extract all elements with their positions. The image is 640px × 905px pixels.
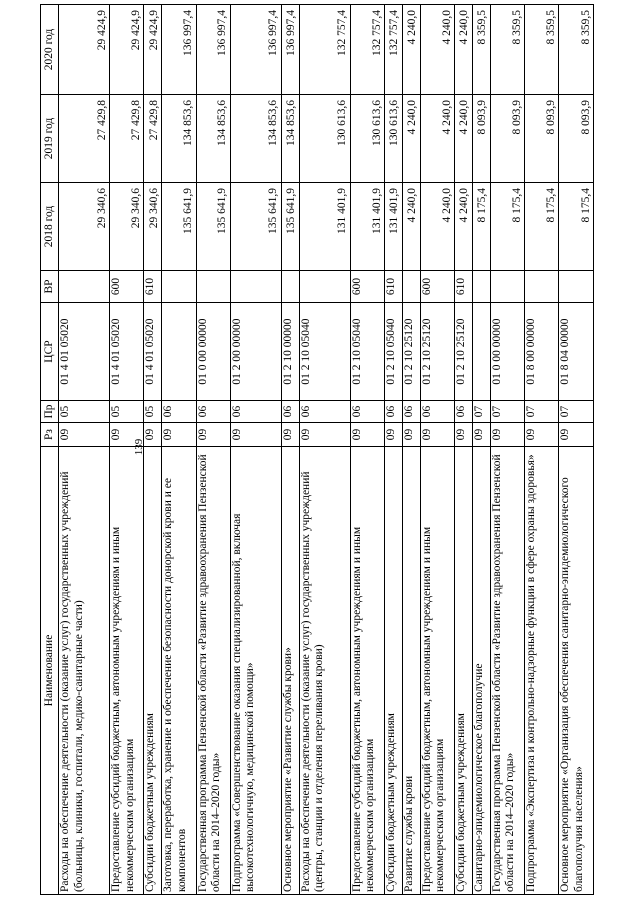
- row-name: Государственная программа Пензенской области «Развитие здравоохранения Пензенской области на 2014–2020 годы»: [196, 447, 230, 895]
- row-2018: 135 641,9: [162, 183, 196, 271]
- row-2019: 27 429,8: [144, 95, 162, 183]
- row-2020: 8 359,5: [559, 5, 594, 95]
- table-row: [350, 5, 384, 895]
- row-2018: 8 175,4: [525, 183, 559, 271]
- header-csr: ЦСР: [41, 303, 59, 401]
- row-pr: 06: [230, 401, 281, 423]
- row-csr: 01 2 10 05040: [299, 303, 350, 401]
- header-name: Наименование: [41, 447, 59, 895]
- row-2019: 27 429,8: [110, 95, 144, 183]
- row-name: Субсидии бюджетным учреждениям: [385, 447, 403, 895]
- row-rz: 09: [385, 423, 403, 447]
- table-row: [472, 5, 490, 895]
- row-vr: [281, 271, 299, 303]
- row-2019: 134 853,6: [196, 95, 230, 183]
- row-pr: 05: [59, 401, 110, 423]
- row-2018: 29 340,6: [110, 183, 144, 271]
- row-pr: 06: [455, 401, 473, 423]
- row-2019: 134 853,6: [281, 95, 299, 183]
- rotated-page-content: [40, 5, 594, 895]
- row-2018: 131 401,9: [350, 183, 384, 271]
- row-2020: 132 757,4: [299, 5, 350, 95]
- table-row: [281, 5, 299, 895]
- row-2019: 134 853,6: [162, 95, 196, 183]
- row-2019: 8 093,9: [472, 95, 490, 183]
- row-2020: 136 997,4: [281, 5, 299, 95]
- table-header-row: [41, 5, 59, 895]
- row-2019: 4 240,0: [455, 95, 473, 183]
- row-2018: 135 641,9: [230, 183, 281, 271]
- table-row: [162, 5, 196, 895]
- row-csr: 01 2 10 05040: [350, 303, 384, 401]
- row-rz: 09: [525, 423, 559, 447]
- row-vr: 610: [455, 271, 473, 303]
- table-row: [559, 5, 594, 895]
- row-2020: 4 240,0: [420, 5, 454, 95]
- row-rz: 09: [144, 423, 162, 447]
- row-rz: 09: [299, 423, 350, 447]
- row-2020: 8 359,5: [472, 5, 490, 95]
- budget-table: [40, 4, 594, 895]
- row-2020: 29 424,9: [59, 5, 110, 95]
- table-row: [110, 5, 144, 895]
- row-name: Расходы на обеспечение деятельности (оказание услуг) государственных учреждений (больницы, клиники, госпитали, медико-санитарные части): [59, 447, 110, 895]
- table-row: [385, 5, 403, 895]
- row-vr: 600: [350, 271, 384, 303]
- row-2020: 4 240,0: [402, 5, 420, 95]
- row-rz: 09: [490, 423, 524, 447]
- row-2018: 29 340,6: [59, 183, 110, 271]
- row-csr: 01 2 10 25120: [455, 303, 473, 401]
- row-csr: 01 2 10 25120: [402, 303, 420, 401]
- table-row: [196, 5, 230, 895]
- row-2018: 4 240,0: [420, 183, 454, 271]
- row-pr: 07: [559, 401, 594, 423]
- row-csr: 01 0 00 00000: [196, 303, 230, 401]
- row-vr: [162, 271, 196, 303]
- row-csr: 01 2 10 00000: [281, 303, 299, 401]
- row-name: Предоставление субсидий бюджетным, автономным учреждениям и иным некоммерческим организациям: [110, 447, 144, 895]
- table-row: [420, 5, 454, 895]
- row-2020: 136 997,4: [196, 5, 230, 95]
- row-name: Предоставление субсидий бюджетным, автономным учреждениям и иным некоммерческим организациям: [420, 447, 454, 895]
- row-rz: 09: [559, 423, 594, 447]
- header-2019: 2019 год: [41, 95, 59, 183]
- row-pr: 06: [162, 401, 196, 423]
- row-name: Основное мероприятие «Развитие службы крови»: [281, 447, 299, 895]
- header-vr: ВР: [41, 271, 59, 303]
- row-2018: 4 240,0: [455, 183, 473, 271]
- row-vr: 610: [385, 271, 403, 303]
- row-pr: 07: [490, 401, 524, 423]
- row-2020: 8 359,5: [490, 5, 524, 95]
- row-2020: 132 757,4: [385, 5, 403, 95]
- row-name: Государственная программа Пензенской области «Развитие здравоохранения Пензенской области на 2014–2020 годы»: [490, 447, 524, 895]
- row-csr: 01 8 04 00000: [559, 303, 594, 401]
- row-2018: 135 641,9: [196, 183, 230, 271]
- header-2018: 2018 год: [41, 183, 59, 271]
- row-pr: 06: [402, 401, 420, 423]
- table-row: [402, 5, 420, 895]
- row-pr: 06: [299, 401, 350, 423]
- row-pr: 06: [350, 401, 384, 423]
- row-csr: 01 4 01 05020: [59, 303, 110, 401]
- row-2019: 27 429,8: [59, 95, 110, 183]
- row-name: Подпрограмма «Совершенствование оказания специализированной, включая высокотехнологичную, медицинской помощи»: [230, 447, 281, 895]
- row-pr: 06: [385, 401, 403, 423]
- row-2020: 29 424,9: [144, 5, 162, 95]
- row-2019: 8 093,9: [490, 95, 524, 183]
- row-name: Субсидии бюджетным учреждениям: [455, 447, 473, 895]
- row-csr: 01 8 00 00000: [525, 303, 559, 401]
- row-2018: 131 401,9: [385, 183, 403, 271]
- row-2019: 4 240,0: [402, 95, 420, 183]
- row-vr: [525, 271, 559, 303]
- row-rz: 09: [230, 423, 281, 447]
- header-rz: Рз: [41, 423, 59, 447]
- row-csr: [472, 303, 490, 401]
- row-pr: 05: [110, 401, 144, 423]
- row-pr: 07: [472, 401, 490, 423]
- table-row: [144, 5, 162, 895]
- row-2020: 29 424,9: [110, 5, 144, 95]
- row-2018: 8 175,4: [490, 183, 524, 271]
- row-pr: 06: [420, 401, 454, 423]
- row-2019: 8 093,9: [525, 95, 559, 183]
- row-name: Санитарно-эпидемиологическое благополучие: [472, 447, 490, 895]
- row-name: Развитие службы крови: [402, 447, 420, 895]
- row-2019: 8 093,9: [559, 95, 594, 183]
- row-2020: 136 997,4: [162, 5, 196, 95]
- row-rz: 09: [196, 423, 230, 447]
- row-vr: 600: [420, 271, 454, 303]
- row-2019: 130 613,6: [385, 95, 403, 183]
- row-vr: [490, 271, 524, 303]
- row-2018: 29 340,6: [144, 183, 162, 271]
- row-pr: 07: [525, 401, 559, 423]
- row-pr: 06: [196, 401, 230, 423]
- row-pr: 05: [144, 401, 162, 423]
- row-pr: 06: [281, 401, 299, 423]
- row-rz: 09: [59, 423, 110, 447]
- row-csr: 01 4 01 05020: [110, 303, 144, 401]
- row-vr: [230, 271, 281, 303]
- row-name: Подпрограмма «Экспертиза и контрольно-надзорные функции в сфере охраны здоровья»: [525, 447, 559, 895]
- row-rz: 09: [472, 423, 490, 447]
- row-vr: [472, 271, 490, 303]
- row-csr: 01 2 10 05040: [385, 303, 403, 401]
- table-row: [455, 5, 473, 895]
- row-vr: 600: [110, 271, 144, 303]
- row-name: Предоставление субсидий бюджетным, автономным учреждениям и иным некоммерческим организациям: [350, 447, 384, 895]
- row-2019: 130 613,6: [299, 95, 350, 183]
- row-2020: 136 997,4: [230, 5, 281, 95]
- page-number: 139: [133, 438, 145, 456]
- table-row: [490, 5, 524, 895]
- row-2018: 131 401,9: [299, 183, 350, 271]
- row-2019: 134 853,6: [230, 95, 281, 183]
- row-name: Заготовка, переработка, хранение и обеспечение безопасности донорской крови и ее компонентов: [162, 447, 196, 895]
- row-2019: 4 240,0: [420, 95, 454, 183]
- table-row: [59, 5, 110, 895]
- table-row: [230, 5, 281, 895]
- row-rz: 09: [110, 423, 144, 447]
- header-2020: 2020 год: [41, 5, 59, 95]
- row-vr: [196, 271, 230, 303]
- row-vr: [59, 271, 110, 303]
- row-name: Расходы на обеспечение деятельности (оказание услуг) государственных учреждений (центры, станции и отделения переливания крови): [299, 447, 350, 895]
- row-rz: 09: [420, 423, 454, 447]
- row-rz: 09: [455, 423, 473, 447]
- row-2020: 132 757,4: [350, 5, 384, 95]
- row-csr: 01 4 01 05020: [144, 303, 162, 401]
- row-name: Субсидии бюджетным учреждениям: [144, 447, 162, 895]
- row-vr: 610: [144, 271, 162, 303]
- row-2018: 4 240,0: [402, 183, 420, 271]
- row-csr: 01 0 00 00000: [490, 303, 524, 401]
- row-2018: 8 175,4: [559, 183, 594, 271]
- row-vr: [559, 271, 594, 303]
- row-rz: 09: [350, 423, 384, 447]
- row-vr: [299, 271, 350, 303]
- table-row: [299, 5, 350, 895]
- row-csr: [162, 303, 196, 401]
- row-2020: 8 359,5: [525, 5, 559, 95]
- row-rz: 09: [162, 423, 196, 447]
- row-vr: [402, 271, 420, 303]
- row-rz: 09: [281, 423, 299, 447]
- row-rz: 09: [402, 423, 420, 447]
- row-2019: 130 613,6: [350, 95, 384, 183]
- row-2018: 135 641,9: [281, 183, 299, 271]
- row-2018: 8 175,4: [472, 183, 490, 271]
- row-csr: 01 2 00 00000: [230, 303, 281, 401]
- row-csr: 01 2 10 25120: [420, 303, 454, 401]
- table-row: [525, 5, 559, 895]
- row-name: Основное мероприятие «Организация обеспечения санитарно-эпидемиологического благополучия населения»: [559, 447, 594, 895]
- header-pr: Пр: [41, 401, 59, 423]
- row-2020: 4 240,0: [455, 5, 473, 95]
